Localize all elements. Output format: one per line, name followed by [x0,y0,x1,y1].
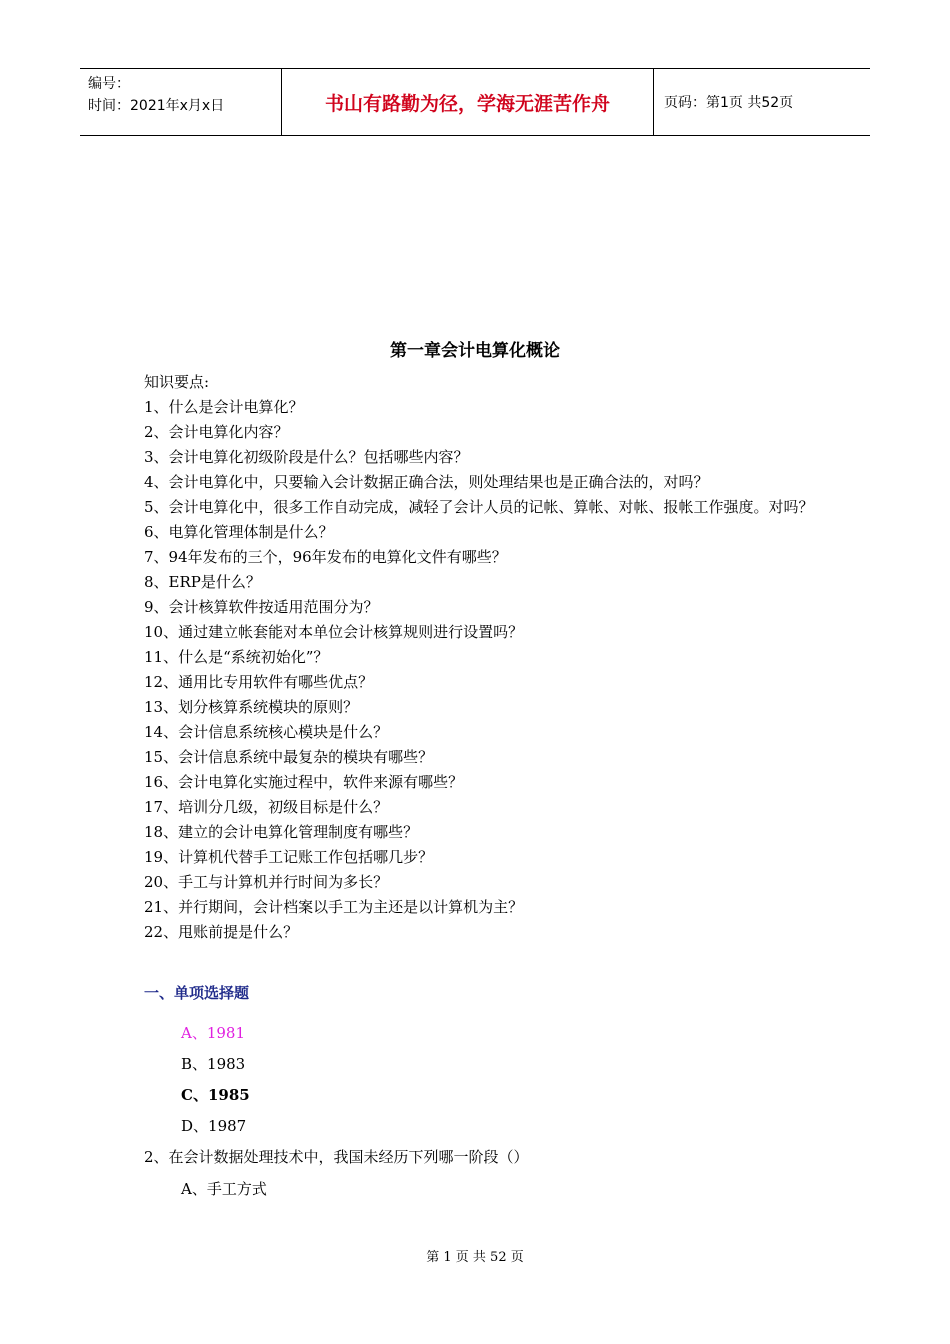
chapter-title: 第一章会计电算化概论 [390,341,560,361]
question-item: 8、ERP是什么？ [144,573,261,591]
question-2: 2、在会计数据处理技术中，我国未经历下列哪一阶段（） [144,1148,529,1166]
question-item: 16、会计电算化实施过程中，软件来源有哪些？ [144,773,464,791]
number-label: 编号： [88,76,130,92]
question-item: 5、会计电算化中，很多工作自动完成，减轻了会计人员的记帐、算帐、对帐、报帐工作强度。对吗？ [144,498,814,516]
q2-option-a: A、手工方式 [181,1180,267,1198]
question-item: 20、手工与计算机并行时间为多长？ [144,873,389,891]
header-motto: 书山有路勤为径，学海无涯苦作舟 [282,69,654,135]
time-label: 时间：2021年x月x日 [88,98,225,114]
question-item: 11、什么是“系统初始化”？ [144,648,329,666]
question-item: 7、94年发布的三个，96年发布的电算化文件有哪些？ [144,548,507,566]
question-item: 22、甩账前提是什么？ [144,923,299,941]
question-item: 3、会计电算化初级阶段是什么？包括哪些内容？ [144,448,469,466]
question-item: 4、会计电算化中，只要输入会计数据正确合法，则处理结果也是正确合法的，对吗？ [144,473,709,491]
question-item: 6、电算化管理体制是什么？ [144,523,334,541]
question-item: 14、会计信息系统核心模块是什么？ [144,723,389,741]
question-item: 2、会计电算化内容？ [144,423,289,441]
knowledge-label: 知识要点: [144,373,210,391]
option-b: B、1983 [181,1055,246,1073]
section-title: 一、单项选择题 [144,984,250,1002]
question-item: 12、通用比专用软件有哪些优点？ [144,673,374,691]
question-item: 17、培训分几级，初级目标是什么？ [144,798,389,816]
page-footer: 第 1 页 共 52 页 [426,1250,524,1265]
option-a: A、1981 [181,1024,246,1042]
page-header [80,68,870,136]
knowledge-points [144,370,814,945]
question-item: 1、什么是会计电算化？ [144,398,304,416]
question-item: 10、通过建立帐套能对本单位会计核算规则进行设置吗？ [144,623,524,641]
question-item: 9、会计核算软件按适用范围分为？ [144,598,379,616]
question-item: 21、并行期间，会计档案以手工为主还是以计算机为主？ [144,898,524,916]
question-item: 13、划分核算系统模块的原则？ [144,698,359,716]
header-page-info: 页码：第1页 共52页 [664,95,794,111]
question-item: 15、会计信息系统中最复杂的模块有哪些？ [144,748,434,766]
option-c: C、1985 [181,1086,250,1104]
question-item: 18、建立的会计电算化管理制度有哪些？ [144,823,419,841]
question-item: 19、计算机代替手工记账工作包括哪几步？ [144,848,434,866]
option-d: D、1987 [181,1117,247,1135]
header-left-cell [80,69,282,135]
